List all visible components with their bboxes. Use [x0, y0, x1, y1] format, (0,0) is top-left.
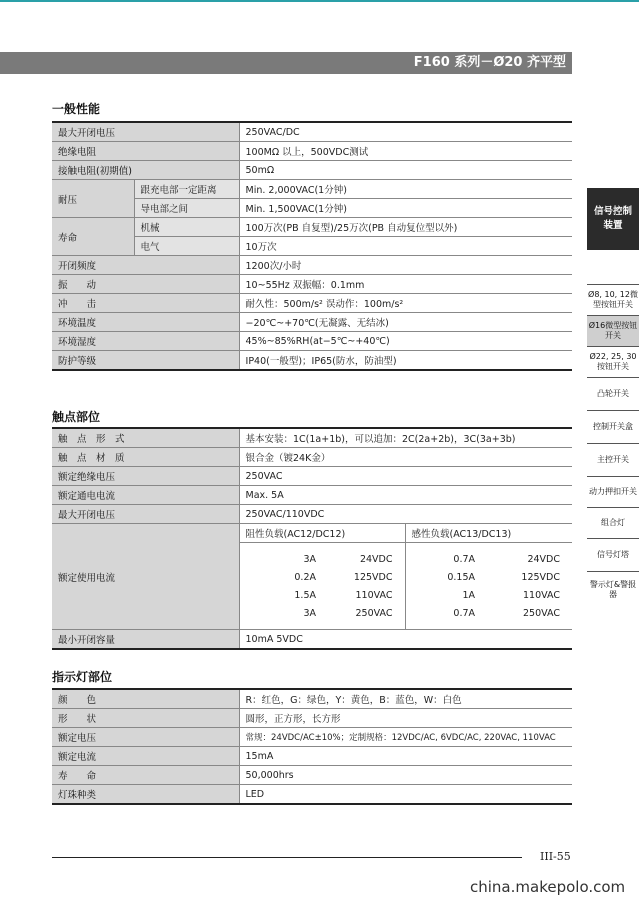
- indicator-heading: 指示灯部位: [52, 670, 113, 684]
- table-row: 振 动 10~55Hz 双振幅：0.1mm: [52, 275, 572, 294]
- top-accent-line: [0, 0, 639, 2]
- table-row: 环境温度 −20℃~+70℃(无凝露、无结冰): [52, 313, 572, 332]
- page-number: III-55: [540, 850, 571, 863]
- footer-rule: [52, 857, 522, 858]
- table-row: 绝缘电阻 100MΩ 以上，500VDC测试: [52, 142, 572, 161]
- series-title: F160 系列－Ø20 齐平型: [413, 55, 566, 70]
- table-row: 耐压 跟充电部一定距离 Min. 2,000VAC(1分钟): [52, 180, 572, 199]
- table-row: 寿 命 50,000hrs: [52, 766, 572, 785]
- table-row: 环境湿度 45%~85%RH(at−5℃~+40℃): [52, 332, 572, 351]
- table-row: 最大开闭电压 250VAC/110VDC: [52, 505, 572, 524]
- series-title-bar: [0, 52, 572, 74]
- table-row: 接触电阻(初期值) 50mΩ: [52, 161, 572, 180]
- resistive-values: 3A 24VDC 0.2A 125VDC 1.5A 110VAC 3A 250VAC: [294, 553, 393, 619]
- side-tab-item[interactable]: 凸轮开关: [587, 378, 639, 411]
- general-table: [52, 121, 572, 371]
- side-tab-item[interactable]: Ø22, 25, 30按钮开关: [587, 347, 639, 378]
- side-tab-item[interactable]: 主控开关: [587, 444, 639, 477]
- table-row: 额定绝缘电压 250VAC: [52, 467, 572, 486]
- side-tab-item[interactable]: 信号灯塔: [587, 539, 639, 572]
- indicator-table: [52, 688, 572, 805]
- side-tab-item[interactable]: 警示灯&警报器: [589, 580, 637, 599]
- table-row: 形 状 圆形，正方形，长方形: [52, 709, 572, 728]
- general-heading: 一般性能: [52, 102, 101, 116]
- side-tab-item[interactable]: 组合灯: [587, 508, 639, 539]
- side-head-label: 信号控制 装置: [593, 206, 632, 231]
- inductive-values: 0.7A 24VDC 0.15A 125VDC 1A 110VAC 0.7A 250VAC: [447, 553, 560, 619]
- table-row: 导电部之间 Min. 1,500VAC(1分钟): [52, 199, 572, 218]
- table-row: 触 点 材 质 银合金（镀24K金）: [52, 448, 572, 467]
- side-category-tabs: [587, 188, 639, 608]
- side-tab-item[interactable]: 动力押扣开关: [587, 477, 639, 508]
- table-row: 额定使用电流 阻性负载(AC12/DC12) 感性负载(AC13/DC13): [52, 524, 572, 543]
- table-row: 额定电流 15mA: [52, 747, 572, 766]
- side-tab-item[interactable]: Ø8, 10, 12微型按钮开关: [587, 285, 639, 316]
- table-row: 开闭频度 1200次/小时: [52, 256, 572, 275]
- contact-table: [52, 427, 572, 650]
- watermark: china.makepolo.com: [470, 878, 626, 896]
- table-row: 最小开闭容量 10mA 5VDC: [52, 630, 572, 650]
- side-tab-item[interactable]: 控制开关盒: [587, 411, 639, 444]
- table-row: 电气 10万次: [52, 237, 572, 256]
- table-row: 灯珠种类 LED: [52, 785, 572, 805]
- table-row: 寿命 机械 100万次(PB 自复型)/25万次(PB 自动复位型以外): [52, 218, 572, 237]
- table-row: 最大开闭电压 250VAC/DC: [52, 122, 572, 142]
- table-row: 冲 击 耐久性：500m/s² 误动作：100m/s²: [52, 294, 572, 313]
- table-row: 额定电压 常规：24VDC/AC±10%；定制规格：12VDC/AC, 6VDC/AC, 220VAC, 110VAC: [52, 728, 572, 747]
- table-row: 颜 色 R：红色，G：绿色，Y：黄色，B：蓝色，W：白色: [52, 689, 572, 709]
- side-tab-item-active[interactable]: Ø16微型按钮开关: [587, 316, 639, 347]
- table-row: 额定通电电流 Max. 5A: [52, 486, 572, 505]
- table-row: 触 点 形 式 基本安装：1C(1a+1b)，可以追加：2C(2a+2b)，3C(3a+3b): [52, 428, 572, 448]
- table-row: 防护等级 IP40(一般型)；IP65(防水，防油型): [52, 351, 572, 371]
- side-tab-signal-control[interactable]: [587, 188, 639, 250]
- contact-heading: 触点部位: [52, 410, 101, 424]
